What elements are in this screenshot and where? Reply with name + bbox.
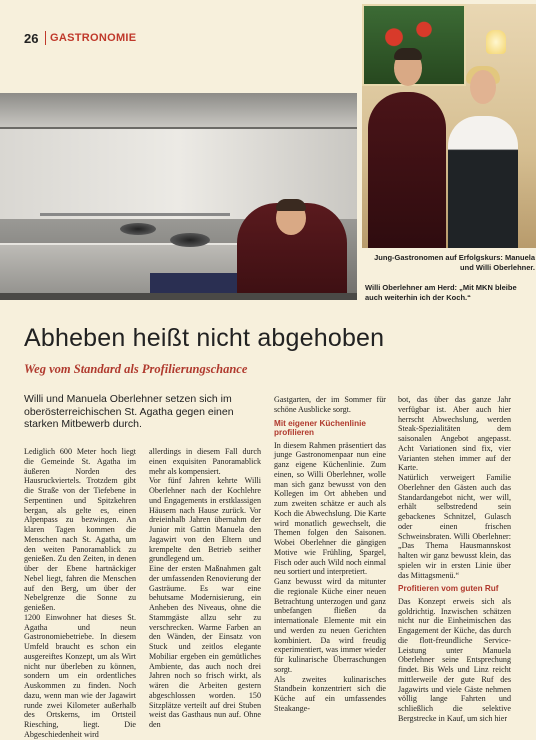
paragraph: bot, das über das ganze Jahr verfügbar ist. Aber auch hier herrscht Abwechslung, werden Steak-Spezialitäten dem saisonalen Angebot angepasst. Acht Variationen sind fix, vier Varianten stehen immer auf der Karte. xyxy=(398,395,511,473)
paragraph: 1200 Einwohner hat dieses St. Agatha und neun Gastronomiebetriebe. In diesem Umfeld braucht es schon ein ausgereiftes Konzept, um als Wirt nicht nur überleben zu können, sondern um ein ordentliches Auskommen zu finden. Noch dazu, wenn man wie der Jagawirt runde zwei Kilometer außerhalb des Ortskerns, im Ortsteil Riesching, liegt. Die Abgeschiedenheit wird xyxy=(24,612,136,739)
kitchen-photo xyxy=(0,93,357,300)
paragraph: Natürlich verweigert Familie Oberlehner den Gästen auch das Standardangebot nicht, wer will, erhält selbstredend sein gebackenes Schnitzel, Gulasch oder einen frischen Schweinsbraten. Willi Oberlehner: „Das Thema Hausmannskost halten wir ganz bewusst klein, das spielen wir in ersten Linie über das Mittagsmenü.“ xyxy=(398,473,511,580)
woman-figure xyxy=(448,116,518,248)
paragraph: In diesem Rahmen präsentiert das junge Gastronomenpaar nun eine ganz eigene Küchenlinie. Zum einen, so Willi Oberlehner, wolle man sich ganz bewusst von den Kollegen im Ort abheben und zum zweiten schätze er auch als Koch die Abwechslung. Die Karte wird monatlich gewechselt, die Themen folgen den Saisonen. Wobei Oberlehner die gängigen Motive wie Frühling, Spargel, Fisch oder auch Wild noch einmal neu sortiert und interpretiert. xyxy=(274,440,386,577)
couple-photo-caption: Jung-Gastronomen auf Erfolgskurs: Manuela und Willi Oberlehner. xyxy=(374,253,535,272)
kitchen-hood xyxy=(0,93,357,129)
paragraph: Vor fünf Jahren kehrte Willi Oberlehner nach der Kochlehre und Engagements in erstklassigen Häusern nach Hause zurück. Vor dreieinhalb Jahren übernahm der Junior mit Gattin Manuela den Jagawirt von den Eltern und krempelte den Betrieb seither grundlegend um. xyxy=(149,476,261,564)
pan xyxy=(120,223,156,235)
paragraph: Eine der ersten Maßnahmen galt der umfassenden Renovierung der Gasträume. Es war eine behutsame Modernisierung, ein Anheben des Niveaus, ohne die Stammgäste allzu sehr zu verschrecken. Warme Farben an den Wänden, der Einsatz von Stuck und zeitlos elegante Mobiliar ergeben ein gemütliches Ambiente, das auch noch drei Jahren noch so frisch wirkt, als wären die Arbeiten gestern abgeschlossen worden. 150 Sitzplätze verteilt auf drei Stuben weist das Gasthaus nun auf. Ohne den xyxy=(149,564,261,729)
article-column-3 xyxy=(274,395,386,714)
article-column-4 xyxy=(398,395,511,724)
article-subheadline: Weg vom Standard als Profilierungschance xyxy=(24,362,248,376)
utensil-rail xyxy=(40,213,230,216)
kitchen-photo-caption: Willi Oberlehner am Herd: „Mit MKN bleibe auch weiterhin ich der Koch.“ xyxy=(365,283,517,302)
paragraph: Ganz bewusst wird da mitunter die regionale Küche einer neuen Betrachtung unterzogen und ganz unbefangen fließen da internationale Elemente mit ein und werden zu neuen Gerichten kombiniert. Da wird freudig experimentiert, was immer wieder für kulinarische Überraschungen sorgt. xyxy=(274,577,386,674)
chef-hair xyxy=(276,199,306,211)
kitchen-counter xyxy=(0,293,357,300)
woman-head xyxy=(470,70,496,104)
paragraph: Das Konzept erweis sich als goldrichtig. Inzwischen schätzen nicht nur die Einheimischen das Engagement der Küche, das durch die flott-freundliche Service-Leistung unter Manuela Oberlehner seine Entsprechung findet. Bis Wels und Linz reicht mittlerweile der gute Ruf des Jagawirts und viele Gäste nehmen völlig lange Fahrten und schließlich die selektive Bergstrecke in Kauf, um sich hier xyxy=(398,596,511,723)
article-column-2 xyxy=(149,447,261,730)
couple-photo xyxy=(362,4,536,248)
section-heading: Profitieren vom guten Ruf xyxy=(398,584,499,594)
article-headline: Abheben heißt nicht abgehoben xyxy=(24,324,385,352)
header-divider xyxy=(45,31,46,45)
page-number: 26 xyxy=(24,31,39,46)
paragraph: allerdings in diesem Fall durch einen exquisiten Panoramablick mehr als kompensiert. xyxy=(149,447,261,476)
man-hair xyxy=(394,48,422,60)
article-lead: Willi und Manuela Oberlehner setzen sich im oberösterreichischen St. Agatha gegen einen starken Mitbewerb durch. xyxy=(24,393,234,430)
paragraph: Lediglich 600 Meter hoch liegt die Gemeinde St. Agatha im äußeren Norden des Hausruckviertels. Trotzdem gibt die Straße von der Tiefebene in Serpentinen und Spitzkehren bergan, als gelte es, einen Alpenpass zu bezwingen. An klaren Tagen kommen die Menschen nach St. Agatha, um den weiten Panoramablick zu genießen. Zu den Zeiten, in denen über der Ebene hartnäckiger Nebel liegt, fahren die Menschen auf den Berg, um über der Nebelgrenze die Sonne zu genießen. xyxy=(24,447,136,612)
section-title: GASTRONOMIE xyxy=(50,32,137,44)
man-figure xyxy=(368,92,446,248)
article-column-1 xyxy=(24,447,136,740)
paragraph: Gastgarten, der im Sommer für schöne Ausblicke sorgt. xyxy=(274,395,386,414)
wall-lamp xyxy=(486,30,506,54)
section-heading: Mit eigener Küchenlinie profilieren xyxy=(274,418,366,437)
pan xyxy=(170,233,210,247)
paragraph: Als zweites kulinarisches Standbein konzentriert sich die Küche auf ein umfassendes Steakange- xyxy=(274,674,386,713)
